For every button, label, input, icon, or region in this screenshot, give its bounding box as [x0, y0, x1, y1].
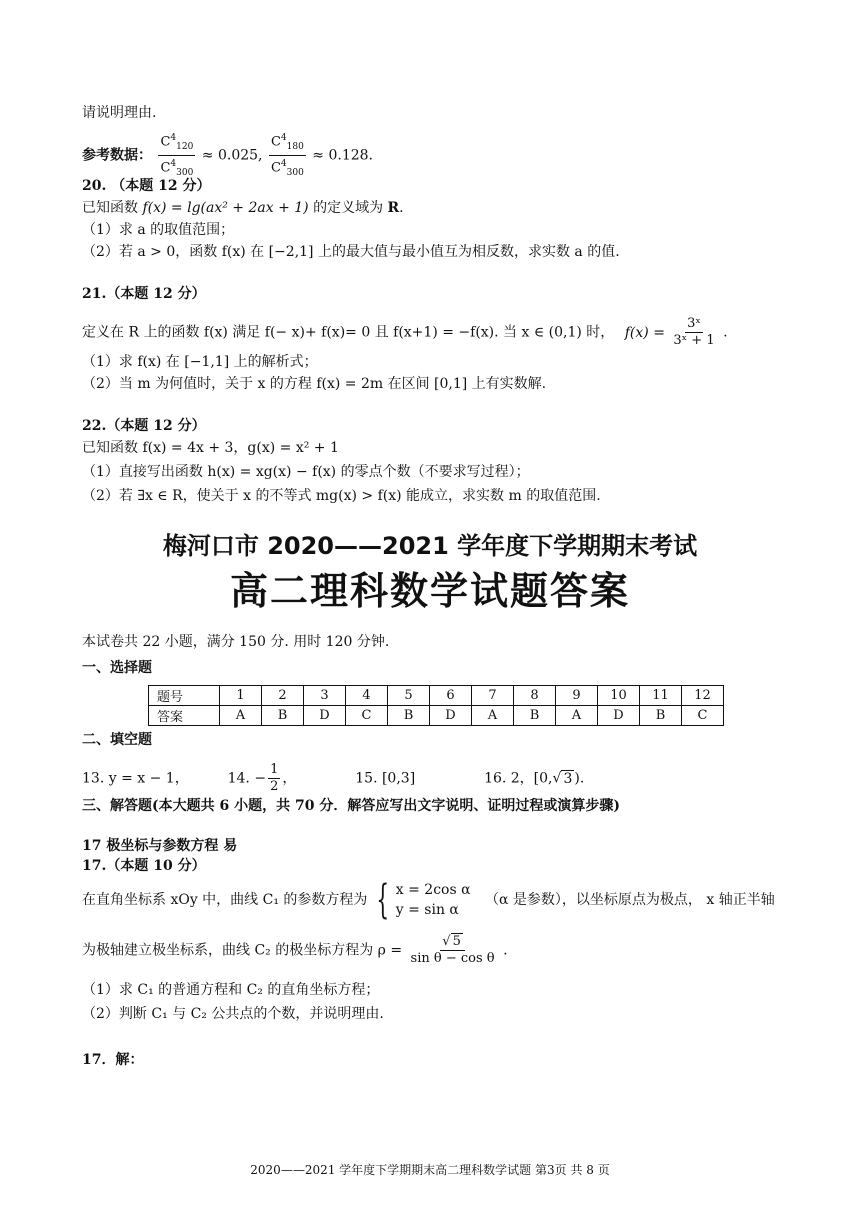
fill-15: 15. [0,3] [355, 770, 416, 787]
q17-heading: 17.（本题 10 分） [82, 858, 206, 874]
q17-tag: 17 极坐标与参数方程 易 [82, 838, 238, 854]
q20-stem: 已知函数 f(x) = lg(ax² + 2ax + 1) 的定义域为 R. [82, 200, 404, 216]
q21-fraction: $\frac{\text{3ˣ}}{\text{3ˣ + 1}}$ [673, 316, 715, 348]
explain-text: 请说明理由. [82, 105, 157, 121]
ref-frac-2: $\frac{C^4_{180}}{C^4_{300}}$ [269, 130, 306, 181]
answer-title: 梅河口市 2020——2021 学年度下学期期末考试 [162, 532, 698, 560]
q17-solution-label: 17．解： [82, 1052, 144, 1068]
reference-data [82, 130, 373, 181]
answer-subtitle: 高二理科数学试题答案 [229, 569, 630, 613]
table-row: 题号 1 2 3 4 5 6 7 8 9 10 11 12 [149, 686, 724, 706]
fill-in-answers: 13. y = x − 1， 14. − $\frac{1}{2}$ ， 15. [0,3] 16. 2，[0,√ 3 ). [82, 762, 585, 794]
section-solutions: 三、解答题(本大题共 6 小题，共 70 分．解答应写出文字说明、证明过程或演算步骤) [82, 798, 620, 814]
table-header-label: 题号 [149, 686, 220, 706]
fill-16: 16. 2，[0, [484, 770, 553, 787]
answer-table [148, 685, 724, 726]
q17-part1: （1）求 C₁ 的普通方程和 C₂ 的直角坐标方程； [82, 982, 380, 998]
q21-part1: （1）求 f(x) 在 [−1,1] 上的解析式； [82, 354, 318, 370]
q21-part2: （2）当 m 为何值时，关于 x 的方程 f(x) = 2m 在区间 [0,1] 上有实数解. [82, 376, 547, 392]
q21-heading: 21.（本题 12 分） [82, 286, 206, 302]
section-multiple-choice: 一、选择题 [82, 660, 152, 676]
reference-label: 参考数据： [82, 147, 152, 164]
q17-part2: （2）判断 C₁ 与 C₂ 公共点的个数，并说明理由. [82, 1006, 384, 1022]
q17-polar: 为极轴建立极坐标系，曲线 C₂ 的极坐标方程为 ρ = $\frac{√ 5}{\text{sin θ − cos θ}}$ . [82, 934, 508, 966]
q17-stem: 在直角坐标系 xOy 中，曲线 C₁ 的参数方程为 { x = 2cos α y = sin α （α 是参数），以坐标原点为极点， x 轴正半轴 [82, 877, 775, 923]
q20-part1: （1）求 a 的取值范围； [82, 222, 235, 238]
q20-part2: （2）若 a > 0，函数 f(x) 在 [−2,1] 上的最大值与最小值互为相反数，求实数 a 的值. [82, 244, 620, 260]
table-answer-label: 答案 [149, 706, 220, 726]
exam-intro: 本试卷共 22 小题，满分 150 分. 用时 120 分钟. [82, 634, 390, 650]
page-footer: 2020——2021 学年度下学期期末高二理科数学试题 第3页 共 8 页 [250, 1163, 610, 1177]
ref-frac-1: $\frac{C^4_{120}}{C^4_{300}}$ [158, 130, 195, 181]
table-row: 答案 A B D C B D A B A D B C [149, 706, 724, 726]
fill-14: 14. − [227, 770, 267, 787]
ref-approx-2: ≈ 0.128. [312, 147, 373, 164]
q22-stem: 已知函数 f(x) = 4x + 3，g(x) = x² + 1 [82, 440, 339, 456]
q22-part1: （1）直接写出函数 h(x) = xg(x) − f(x) 的零点个数（不要求写过程）； [82, 464, 530, 480]
ref-approx-1: ≈ 0.025, [201, 147, 263, 164]
q21-stem: 定义在 R 上的函数 f(x) 满足 f(− x)+ f(x)= 0 且 f(x+1) = −f(x). 当 x ∈ (0,1) 时， f(x) = $\frac{\text{3ˣ}}{\text{3ˣ + 1}}$ . [82, 316, 728, 348]
q22-part2: （2）若 ∃x ∈ R，使关于 x 的不等式 mg(x) > f(x) 能成立，求实数 m 的取值范围. [82, 488, 601, 504]
fill-13: 13. y = x − 1， [82, 770, 189, 787]
section-fill-in: 二、填空题 [82, 732, 152, 748]
q20-heading: 20. （本题 12 分） [82, 178, 211, 194]
q22-heading: 22.（本题 12 分） [82, 418, 206, 434]
